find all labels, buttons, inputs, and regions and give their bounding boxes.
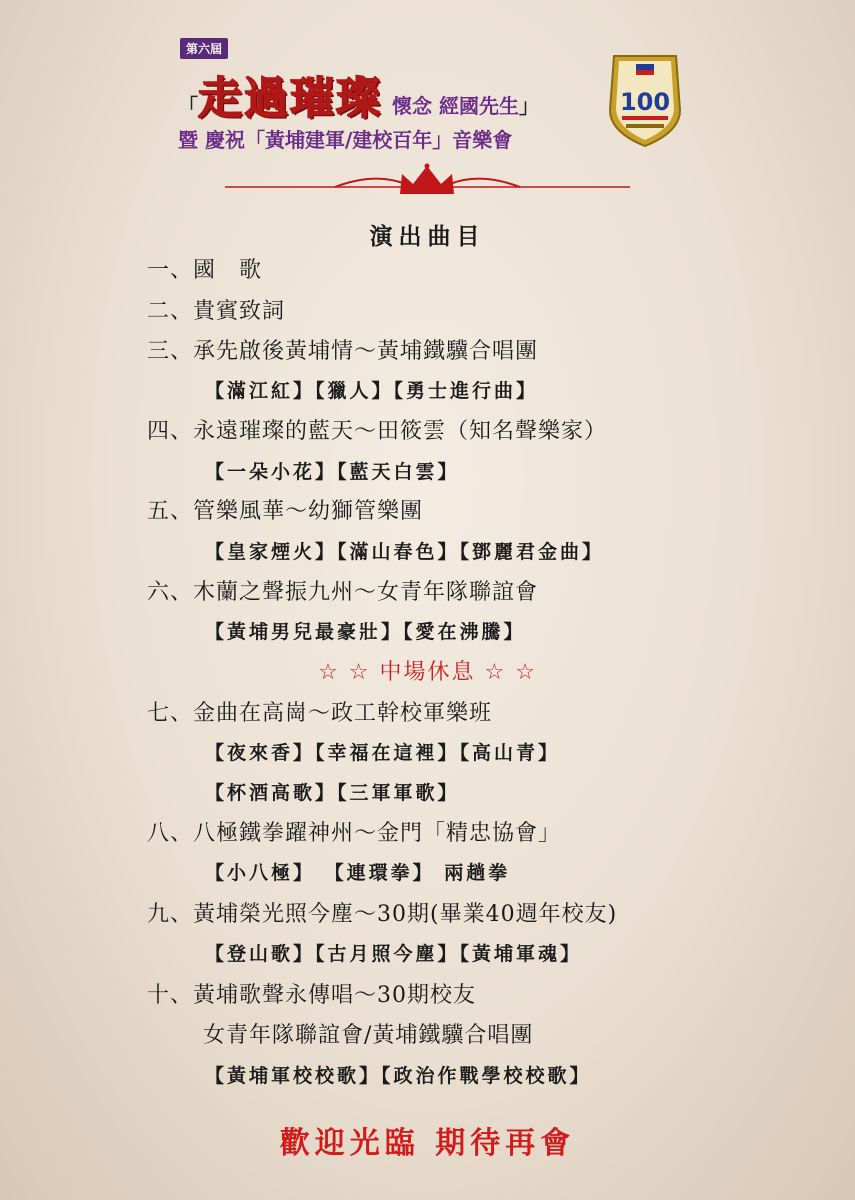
program-item-continuation: 女青年隊聯誼會/黃埔鐵驥合唱團 xyxy=(203,1023,534,1048)
main-title: 走過璀璨 xyxy=(198,73,382,124)
event-title xyxy=(178,62,539,126)
crown-icon xyxy=(400,166,454,194)
crown-ornament-divider xyxy=(225,160,630,200)
program-item: 九、黃埔榮光照今塵～30期(畢業40週年校友) xyxy=(147,902,618,927)
centennial-badge-logo xyxy=(606,52,684,148)
intermission-label: ☆ ☆ 中場休息 ☆ ☆ xyxy=(318,660,537,685)
badge-number: 100 xyxy=(619,88,671,116)
song-list: 【滿江紅】【獵人】【勇士進行曲】 xyxy=(205,380,539,402)
quote-open: 「 xyxy=(178,94,198,118)
song-list: 【皇家煙火】【滿山春色】【鄧麗君金曲】 xyxy=(205,541,605,563)
program-title: 演出曲目 xyxy=(369,223,486,250)
program-item: 五、管樂風華～幼獅管樂團 xyxy=(147,499,424,524)
tribute-text: 懷念 經國先生 xyxy=(392,94,519,118)
quote-close: 」 xyxy=(518,94,539,118)
program-item: 一、國 歌 xyxy=(147,258,263,283)
program-item: 十、黃埔歌聲永傳唱～30期校友 xyxy=(147,983,476,1008)
program-item: 三、承先啟後黃埔情～黃埔鐵驥合唱團 xyxy=(147,339,539,364)
song-list: 【杯酒高歌】【三軍軍歌】 xyxy=(205,782,460,804)
event-subtitle: 暨 慶祝「黃埔建軍/建校百年」音樂會 xyxy=(178,128,513,152)
program-item: 四、永遠璀璨的藍天～田筱雲（知名聲樂家） xyxy=(147,419,608,444)
program-item: 八、八極鐵拳躍神州～金門「精忠協會」 xyxy=(147,821,562,846)
song-list: 【登山歌】【古月照今塵】【黃埔軍魂】 xyxy=(205,943,583,965)
song-list: 【黃埔軍校校歌】【政治作戰學校校歌】 xyxy=(205,1065,592,1087)
song-list: 【小八極】 【連環拳】 兩趟拳 xyxy=(205,862,511,884)
song-list: 【夜來香】【幸福在這裡】【高山青】 xyxy=(205,742,561,764)
program-item: 七、金曲在高崗～政工幹校軍樂班 xyxy=(147,701,493,726)
edition-badge: 第六屆 xyxy=(180,38,228,59)
song-list: 【一朵小花】【藍天白雲】 xyxy=(205,461,460,483)
program-item: 六、木蘭之聲振九州～女青年隊聯誼會 xyxy=(147,580,539,605)
program-item: 二、貴賓致詞 xyxy=(147,299,286,324)
farewell-message: 歡迎光臨 期待再會 xyxy=(279,1126,576,1161)
song-list: 【黃埔男兒最豪壯】【愛在沸騰】 xyxy=(205,621,526,643)
